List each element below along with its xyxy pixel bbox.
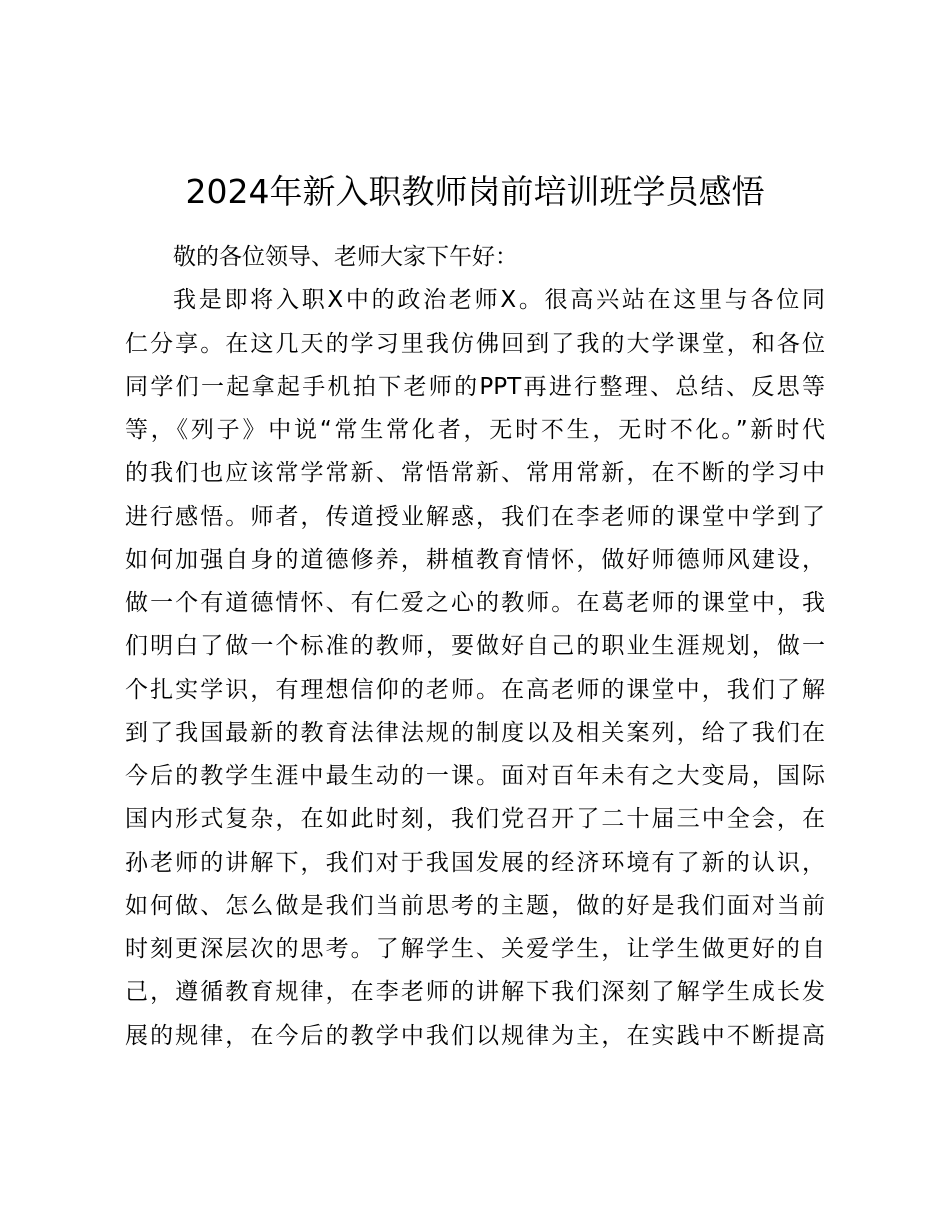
body-line: 等，《列子》中说“常生常化者，无时不生，无时不化。”新时代 bbox=[125, 417, 825, 443]
body-line: 的我们也应该常学常新、常悟常新、常用常新，在不断的学习中 bbox=[125, 460, 825, 487]
body-line: 个扎实学识，有理想信仰的老师。在高老师的课堂中，我们了解 bbox=[125, 676, 825, 703]
body-line: 我是即将入职X中的政治老师X。很高兴站在这里与各位同 bbox=[173, 287, 825, 314]
body-line: 时刻更深层次的思考。了解学生、关爱学生，让学生做更好的自 bbox=[125, 936, 825, 962]
document-title: 2024年新入职教师岗前培训班学员感悟 bbox=[185, 172, 765, 211]
body-line: 如何加强自身的道德修养，耕植教育情怀，做好师德师风建设， bbox=[125, 546, 825, 573]
body-line: 到了我国最新的教育法律法规的制度以及相关案列，给了我们在 bbox=[125, 719, 825, 746]
body-line: 仁分享。在这几天的学习里我仿佛回到了我的大学课堂，和各位 bbox=[125, 330, 825, 357]
body-line: 今后的教学生涯中最生动的一课。面对百年未有之大变局，国际 bbox=[125, 763, 825, 789]
body-line: 做一个有道德情怀、有仁爱之心的教师。在葛老师的课堂中，我 bbox=[125, 590, 825, 616]
body-line: 进行感悟。师者，传道授业解惑，我们在李老师的课堂中学到了 bbox=[125, 503, 825, 530]
body-line: 国内形式复杂，在如此时刻，我们党召开了二十届三中全会，在 bbox=[125, 806, 825, 833]
document-body bbox=[125, 236, 825, 1058]
greeting-line: 敬的各位领导、老师大家下午好： bbox=[173, 244, 518, 270]
body-line: 如何做、怎么做是我们当前思考的主题，做的好是我们面对当前 bbox=[125, 892, 825, 919]
body-line: 展的规律，在今后的教学中我们以规律为主，在实践中不断提高 bbox=[125, 1022, 825, 1049]
body-line: 孙老师的讲解下，我们对于我国发展的经济环境有了新的认识， bbox=[125, 849, 825, 876]
body-line: 同学们一起拿起手机拍下老师的PPT再进行整理、总结、反思等 bbox=[125, 373, 825, 400]
body-line: 们明白了做一个标准的教师，要做好自己的职业生涯规划，做一 bbox=[125, 633, 825, 660]
body-line: 己，遵循教育规律，在李老师的讲解下我们深刻了解学生成长发 bbox=[125, 979, 825, 1006]
